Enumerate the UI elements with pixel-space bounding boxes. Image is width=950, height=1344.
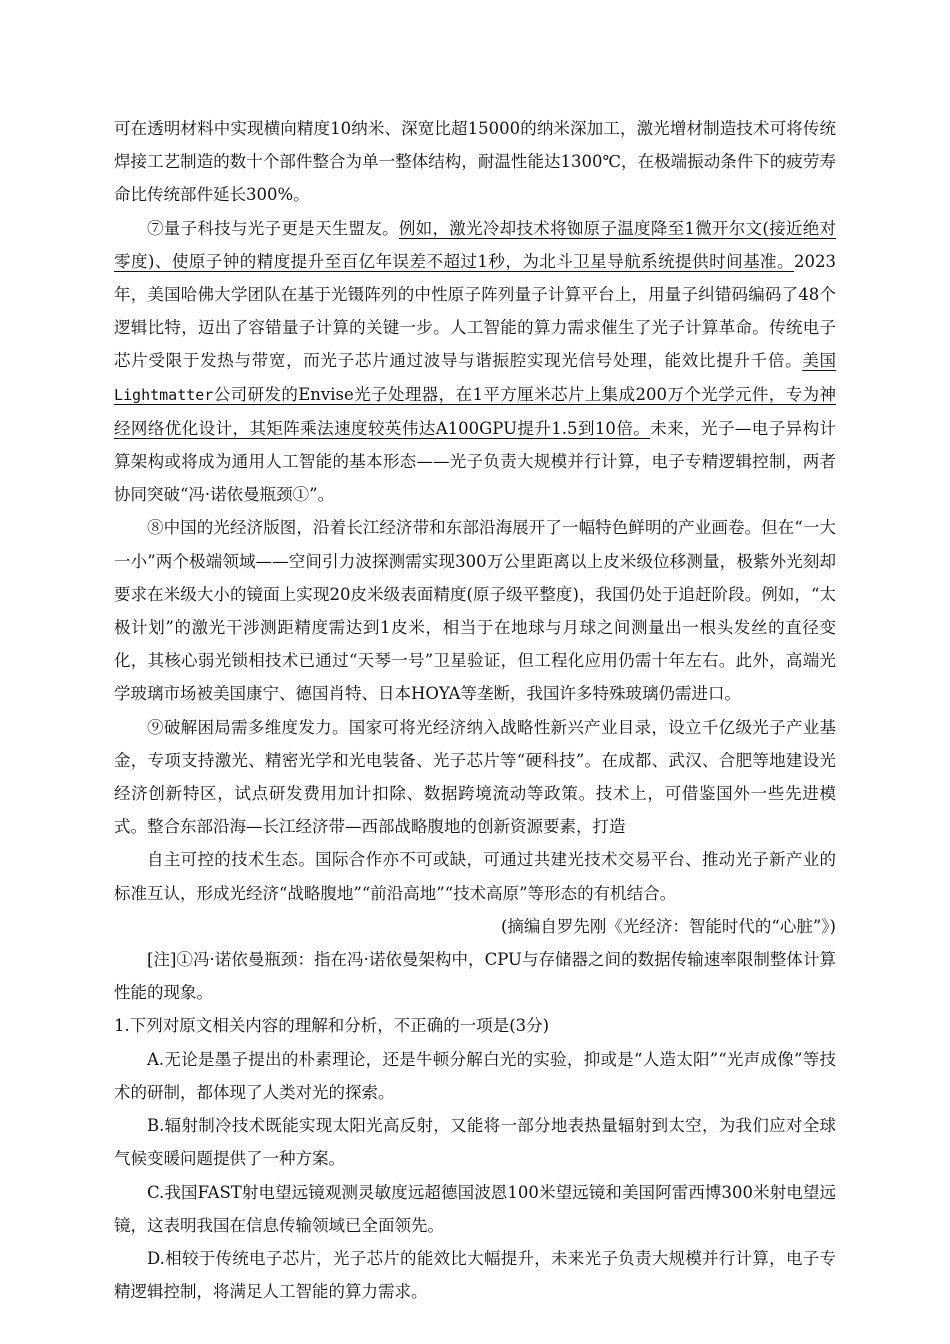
source-citation: (摘编自罗先刚《光经济：智能时代的“心脏”》) bbox=[501, 916, 836, 936]
para7-underline-2a: 美国 bbox=[802, 351, 837, 371]
footnote: [注]①冯·诺依曼瓶颈：指在冯·诺依曼架构中，CPU与存储器之间的数据传输速率限制整体计算性能的现象。 bbox=[114, 950, 836, 1003]
option-b: B.辐射制冷技术既能实现太阳光高反射，又能将一部分地表热量辐射到太空，为我们应对全球气候变暖问题提供了一种方案。 bbox=[114, 1116, 836, 1169]
para7-end: 未来，光子—电子异构计算架构或将成为通用人工智能的基本形态——光子负责大规模并行计算，电子专精逻辑控制，两者协同突破“冯·诺依曼瓶颈①”。 bbox=[114, 418, 836, 505]
option-a: A.无论是墨子提出的朴素理论，还是牛顿分解白光的实验，抑或是“人造太阳”“光声成像”等技术的研制，都体现了人类对光的探索。 bbox=[114, 1049, 836, 1102]
paragraph-7 bbox=[114, 212, 836, 512]
para7-underline-2-mono: Lightmatter bbox=[114, 385, 214, 404]
question-stem: 1.下列对原文相关内容的理解和分析，不正确的一项是(3分) bbox=[114, 1016, 550, 1036]
paragraph-8: ⑧中国的光经济版图，沿着长江经济带和东部沿海展开了一幅特色鲜明的产业画卷。但在“一大一小”两个极端领域——空间引力波探测需实现300万公里距离以上皮米级位移测量，极紫外光刻却要求在米级大小的镜面上实现20皮米级表面精度(原子级平整度)，我国仍处于追赶阶段。例如，“太极计划”的激光干涉测距精度需达到1皮米，相当于在地球与月球之间测量出一根头发丝的直径变化，其核心弱光锁相技术已通过“天琴一号”卫星验证，但工程化应用仍需十年左右。此外，高端光学玻璃市场被美国康宁、德国肖特、日本HOYA等垄断，我国许多特殊玻璃仍需进口。 bbox=[114, 518, 836, 704]
paragraph-continued: 可在透明材料中实现横向精度10纳米、深宽比超15000的纳米深加工，激光增材制造技术可将传统焊接工艺制造的数十个部件整合为单一整体结构，耐温性能达1300℃，在极端振动条件下的疲劳寿命比传统部件延长300%。 bbox=[114, 119, 836, 205]
para7-underline-1: 例如，激光冷却技术将铷原子温度降至1微开尔文(接近绝对零度)、使原子钟的精度提升至百亿年误差不超过1秒，为北斗卫星导航系统提供时间基准。 bbox=[114, 218, 837, 271]
para7-start: ⑦量子科技与光子更是天生盟友。 bbox=[147, 218, 399, 238]
option-d: D.相较于传统电子芯片，光子芯片的能效比大幅提升，未来光子负责大规模并行计算，电子专精逻辑控制，将满足人工智能的算力需求。 bbox=[114, 1248, 836, 1302]
option-c: C.我国FAST射电望远镜观测灵敏度远超德国波恩100米望远镜和美国阿雷西博300米射电望远镜，这表明我国在信息传输领域已全面领先。 bbox=[114, 1182, 836, 1235]
paragraph-10: 自主可控的技术生态。国际合作亦不可或缺，可通过共建光技术交易平台、推动光子新产业的标准互认，形成光经济“战略腹地”“前沿高地”“技术高原”等形态的有机结合。 bbox=[114, 850, 836, 903]
para7-underline-2b: 公司研发的Envise光子处理器，在1平方厘米芯片上集成200万个光学元件，专为神经网络优化设计，其矩阵乘法速度较英伟达A100GPU提升1.5到10倍。 bbox=[114, 384, 836, 438]
paragraph-9: ⑨破解困局需多维度发力。国家可将光经济纳入战略性新兴产业目录，设立千亿级光子产业基金，专项支持激光、精密光学和光电装备、光子芯片等“硬科技”。在成都、武汉、合肥等地建设光经济创新特区，试点研发费用加计扣除、数据跨境流动等政策。技术上，可借鉴国外一些先进模式。整合东部沿海—长江经济带—西部战略腹地的创新资源要素，打造 bbox=[114, 717, 836, 837]
para7-middle: 2023年，美国哈佛大学团队在基于光镊阵列的中性原子阵列量子计算平台上，用量子纠错码编码了48个逻辑比特，迈出了容错量子计算的关键一步。人工智能的算力需求催生了光子计算革命。传统电子芯片受限于发热与带宽，而光子芯片通过波导与谐振腔实现光信号处理，能效比提升千倍。 bbox=[114, 251, 836, 371]
